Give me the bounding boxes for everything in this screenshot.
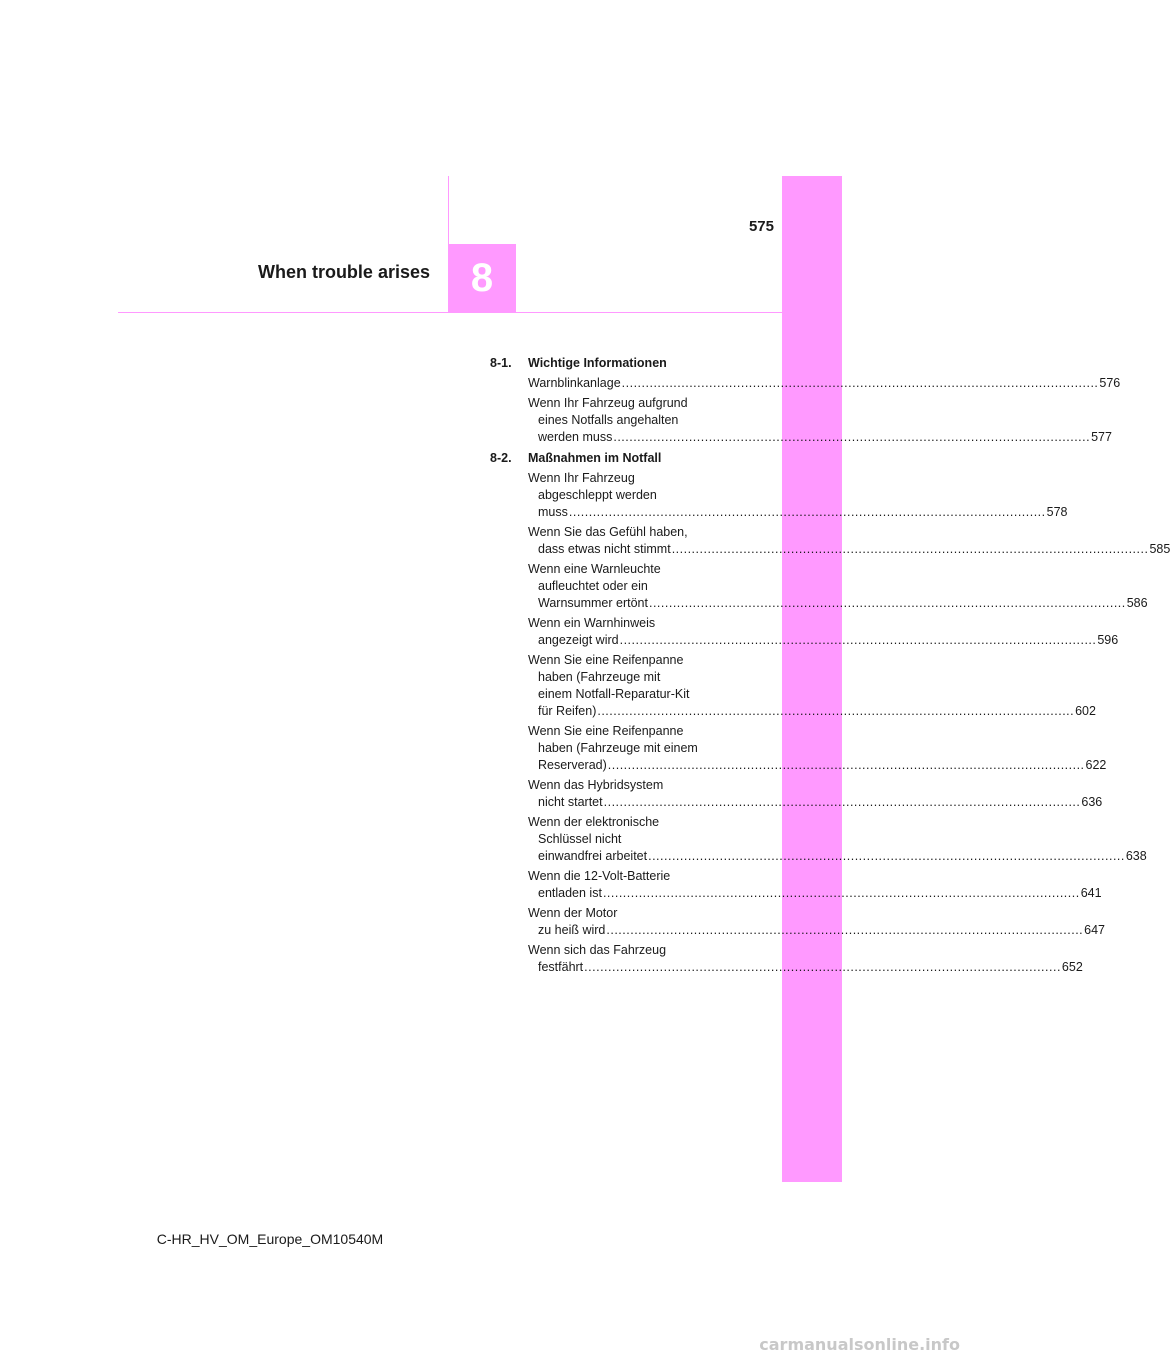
toc-section-number: 8-2. [490,451,512,465]
toc-entry-line: dass etwas nicht stimmt [538,542,671,556]
toc-entry[interactable] [528,652,1096,720]
dot-leader: ........................................................................................................................ [602,886,1080,900]
toc-entry-line: abgeschleppt werden [538,488,657,502]
toc-entry[interactable] [528,777,1103,811]
toc-entry-line: Wenn ein Warnhinweis [528,616,656,630]
toc-section [490,355,1121,446]
dot-leader: ........................................................................................................................ [648,849,1125,863]
toc-entry-line: Wenn Sie das Gefühl haben, [528,525,688,539]
watermark: carmanualsonline.info [759,1335,960,1354]
toc-entry-line: einem Notfall-Reparatur-Kit [538,687,690,701]
toc-entry-page: 578 [1046,505,1068,519]
toc-entry-page: 638 [1125,849,1147,863]
toc-entry-line: Wenn sich das Fahrzeug [528,943,667,957]
toc-section [490,450,1170,976]
toc-entry-page: 585 [1149,542,1170,556]
toc-entry[interactable] [528,814,1147,865]
chapter-side-tab [782,176,842,1182]
toc-entry[interactable] [528,395,1112,446]
dot-leader: ........................................................................................................................ [613,430,1091,444]
chapter-title: When trouble arises [257,262,430,282]
toc-entry-line: Wenn der Motor [528,906,618,920]
toc-entry-line: eines Notfalls angehalten [538,413,679,427]
toc-entry-leader-row [528,848,1147,865]
toc-entry-line: Schlüssel nicht [538,832,622,846]
toc-entry[interactable] [528,561,1148,612]
dot-leader: ........................................................................................................................ [607,758,1085,772]
toc-entry-line: Wenn das Hybridsystem [528,778,664,792]
toc-section-title: Maßnahmen im Notfall [528,451,662,465]
toc-entry-leader-row [528,885,1102,902]
toc-entry-leader-row [528,504,1068,521]
dot-leader: ........................................................................................................................ [648,596,1126,610]
toc-entry-line: haben (Fahrzeuge mit einem [538,741,698,755]
toc-entry-line: zu heiß wird [538,923,606,937]
toc-entry-line: entladen ist [538,886,602,900]
header-horizontal-rule [118,312,782,313]
toc-entry-line: haben (Fahrzeuge mit [538,670,661,684]
toc-entry-page: 641 [1080,886,1102,900]
toc-entry-line: Wenn Sie eine Reifenpanne [528,724,684,738]
toc-entry[interactable] [528,868,1102,902]
toc-entry-line: Wenn Ihr Fahrzeug aufgrund [528,396,688,410]
document-id: C-HR_HV_OM_Europe_OM10540M [156,1231,384,1247]
dot-leader: ........................................................................................................................ [671,542,1149,556]
header-vertical-rule [448,176,449,244]
toc-entry-page: 586 [1126,596,1148,610]
toc-entry-line: Reserverad) [538,758,607,772]
toc-entry-line: Wenn Sie eine Reifenpanne [528,653,684,667]
toc-entry-line: aufleuchtet oder ein [538,579,648,593]
dot-leader: ........................................................................................................................ [603,795,1081,809]
toc-entry-page: 647 [1084,923,1105,937]
dot-leader: ........................................................................................................................ [619,633,1097,647]
toc-entry-line: einwandfrei arbeitet [538,849,648,863]
toc-entry-line: festfährt [538,960,584,974]
toc-entry-leader-row [528,794,1103,811]
toc-entry-page: 636 [1081,795,1103,809]
toc-entry-page: 602 [1075,704,1096,718]
toc-entry[interactable] [528,470,1068,521]
toc-entry-leader-row [528,922,1105,939]
toc-entry-page: 576 [1099,376,1121,390]
toc-entry-line: werden muss [538,430,613,444]
toc-entry[interactable] [528,615,1119,649]
page-number: 575 [748,218,774,235]
toc-entry-line: Wenn Ihr Fahrzeug [528,471,635,485]
toc-entry-leader-row [528,959,1083,976]
toc-entry-line: für Reifen) [538,704,597,718]
toc-entry-page: 577 [1091,430,1112,444]
toc-entry-leader-row [528,757,1107,774]
toc-section-heading [490,355,740,372]
toc-entry[interactable] [528,905,1105,939]
toc-entry-line: angezeigt wird [538,633,619,647]
dot-leader: ........................................................................................................................ [606,923,1084,937]
toc-entry-leader-row [528,375,1121,392]
toc-entry[interactable] [528,375,1121,392]
toc-entry-leader-row [528,632,1119,649]
chapter-number: 8 [470,255,494,300]
chapter-number-box [448,244,516,312]
toc-entry[interactable] [528,942,1083,976]
dot-leader: ........................................................................................................................ [584,960,1061,974]
dot-leader: ........................................................................................................................ [597,704,1075,718]
toc-entry-line: Wenn eine Warnleuchte [528,562,661,576]
toc-section-heading [490,450,740,467]
table-of-contents [490,355,1170,980]
toc-entry[interactable] [528,524,1170,558]
toc-entry-leader-row [528,703,1096,720]
toc-entry-line: Warnsummer ertönt [538,596,648,610]
toc-entry-line: muss [538,505,568,519]
dot-leader: ........................................................................................................................ [568,505,1046,519]
toc-entry-line: nicht startet [538,795,603,809]
toc-entry-page: 596 [1097,633,1119,647]
toc-entry-line: Warnblinkanlage [528,376,621,390]
toc-entry-page: 622 [1085,758,1107,772]
dot-leader: ........................................................................................................................ [621,376,1099,390]
toc-entry-leader-row [528,429,1112,446]
toc-entry[interactable] [528,723,1107,774]
toc-entry-line: Wenn die 12-Volt-Batterie [528,869,671,883]
toc-section-number: 8-1. [490,356,512,370]
toc-entry-leader-row [528,541,1170,558]
toc-section-title: Wichtige Informationen [528,356,667,370]
toc-entry-page: 652 [1061,960,1083,974]
toc-entry-leader-row [528,595,1148,612]
toc-entry-line: Wenn der elektronische [528,815,660,829]
